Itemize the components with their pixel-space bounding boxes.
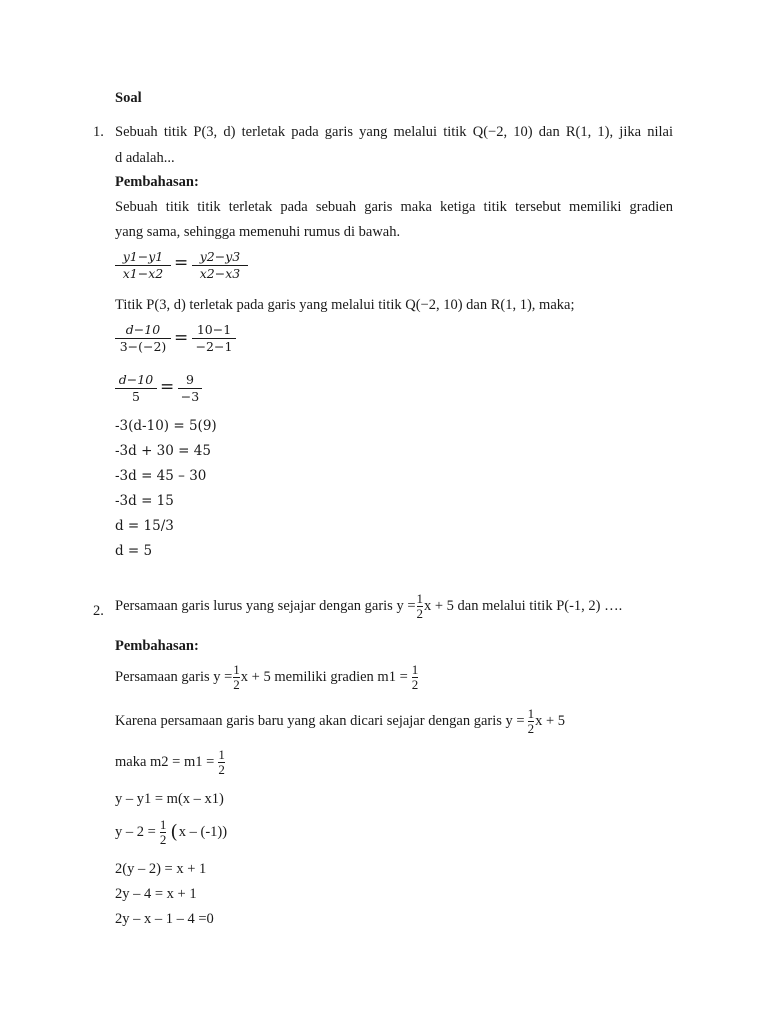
q2-line5-after: x – (-1)) [178, 823, 228, 840]
step1-equals: = [174, 328, 189, 348]
q2-line4: y – y1 = m(x – x1) [115, 791, 224, 807]
q2-step-line: 2y – 4 = x + 1 [115, 886, 197, 902]
q1-step-line: -3(d-10) = 5(9) [115, 418, 217, 434]
fraction-numerator: 1 [233, 662, 240, 677]
q1-explain-line1: Sebuah titik titik terletak pada sebuah garis maka ketiga titik tersebut memiliki gradien [115, 199, 673, 215]
step1-left-numerator: d−10 [125, 322, 161, 337]
fraction-numerator: 1 [411, 662, 419, 677]
q2-number: 2. [93, 603, 104, 619]
q2-line1 [115, 663, 419, 691]
fraction-denominator: 2 [411, 676, 419, 692]
q1-step-line: -3d = 15 [115, 493, 174, 509]
q1-number: 1. [93, 124, 104, 140]
q2-line2-fraction [528, 707, 535, 735]
formula-left-fraction [115, 250, 171, 282]
formula-left-numerator: y1−y1 [122, 249, 164, 264]
q2-line1-gradient-fraction [412, 663, 419, 691]
q2-text [115, 592, 622, 620]
fraction-denominator: 2 [233, 676, 240, 692]
q2-line5 [115, 818, 227, 846]
q1-discussion-label: Pembahasan: [115, 174, 199, 190]
q2-line1-mid: x + 5 memiliki gradien m1 = [240, 668, 408, 685]
fraction-denominator: 2 [527, 720, 535, 736]
fraction-numerator: 1 [159, 817, 167, 832]
formula-right-denominator: x2−x3 [199, 266, 241, 282]
q2-line3-fraction [218, 748, 225, 776]
fraction-numerator: 1 [527, 706, 535, 721]
q2-line3-before: maka m2 = m1 = [115, 753, 215, 770]
q2-fraction [417, 592, 424, 620]
step2-left-numerator: d−10 [118, 372, 154, 387]
q1-step-line: d = 5 [115, 543, 153, 559]
q2-line2-before: Karena persamaan garis baru yang akan dicari sejajar dengan garis y = [115, 712, 525, 729]
q2-line2 [115, 707, 565, 735]
q1-explain-line2: yang sama, sehingga memenuhi rumus di bawah. [115, 224, 401, 240]
q2-text-after: x + 5 dan melalui titik P(-1, 2) …. [424, 597, 623, 614]
step2-right-fraction [178, 373, 202, 405]
formula-equals: = [174, 253, 189, 273]
q2-line5-paren: ( [170, 820, 178, 843]
q2-line5-fraction [160, 818, 167, 846]
q1-step-line: -3d = 45 – 30 [115, 468, 207, 484]
heading-soal: Soal [115, 90, 142, 106]
fraction-denominator: 2 [416, 605, 423, 621]
step1-right-denominator: −2−1 [195, 339, 233, 355]
step2-left-fraction [115, 373, 157, 405]
step2-right-denominator: −3 [180, 389, 200, 405]
q2-line1-fraction [233, 663, 240, 691]
q2-line2-after: x + 5 [535, 712, 565, 729]
step1-left-denominator: 3−(−2) [119, 339, 167, 355]
fraction-numerator: 1 [416, 591, 423, 606]
q1-text-line1: Sebuah titik P(3, d) terletak pada garis yang melalui titik Q(−2, 10) dan R(1, 1), jika nilai [115, 124, 673, 140]
q1-text-line2: d adalah... [115, 150, 175, 166]
fraction-numerator: 1 [218, 747, 225, 762]
formula-right-fraction [192, 250, 248, 282]
q2-line1-before: Persamaan garis y = [115, 668, 233, 685]
step2-equals: = [160, 377, 175, 397]
step1-left-fraction [115, 323, 171, 355]
formula-left-denominator: x1−x2 [122, 266, 164, 282]
q2-text-before: Persamaan garis lurus yang sejajar dengan garis y = [115, 597, 416, 614]
q2-line5-before: y – 2 = [115, 823, 156, 840]
q2-step-line: 2y – x – 1 – 4 =0 [115, 911, 214, 927]
q2-line3 [115, 748, 226, 776]
formula-right-numerator: y2−y3 [199, 249, 241, 264]
fraction-denominator: 2 [159, 831, 167, 847]
q1-apply-line: Titik P(3, d) terletak pada garis yang melalui titik Q(−2, 10) dan R(1, 1), maka; [115, 297, 575, 313]
q1-step-line: d = 15/3 [115, 518, 174, 534]
step2-left-denominator: 5 [132, 389, 140, 405]
q2-step-line: 2(y – 2) = x + 1 [115, 861, 207, 877]
step1-right-numerator: 10−1 [196, 322, 232, 337]
step2-right-numerator: 9 [186, 372, 194, 387]
q1-step-line: -3d + 30 = 45 [115, 443, 211, 459]
step1-right-fraction [192, 323, 236, 355]
q2-discussion-label: Pembahasan: [115, 638, 199, 654]
fraction-denominator: 2 [218, 761, 225, 777]
